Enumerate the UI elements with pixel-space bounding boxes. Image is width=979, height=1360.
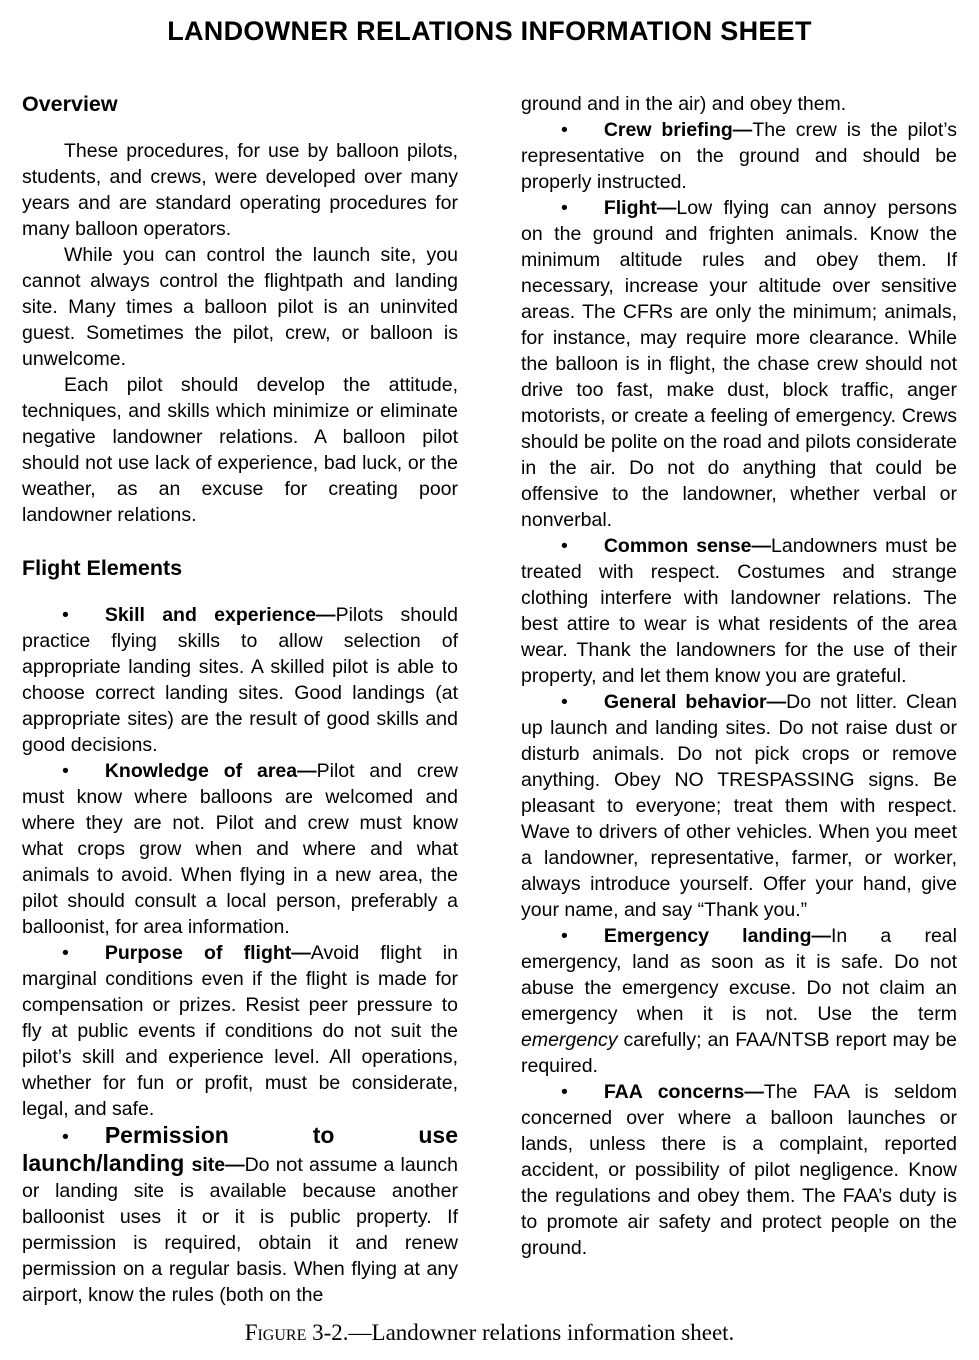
section-heading: Flight Elements [22, 556, 183, 580]
bullet-marker: • [561, 119, 568, 141]
bullet-term: Common sense— [603, 535, 772, 557]
bullet-item [521, 923, 957, 1079]
bullet-text: carefully; an FAA/NTSB report may be required. [521, 1029, 957, 1077]
bullet-item [521, 117, 957, 195]
bullet-term: Crew briefing— [603, 119, 753, 141]
section-heading: Overview [22, 92, 118, 116]
bullet-marker: • [561, 1081, 568, 1103]
bullet-marker: • [62, 604, 69, 626]
bullet-term: Emergency landing— [603, 925, 831, 947]
bullet-text: The FAA is seldom concerned over where a balloon launches or lands, unless there is a complaint, reported accident, or possibility of pilot negligence. Know the regulations and obey them. The FAA’s duty is to promote air safety and protect people on the ground. [521, 1081, 957, 1259]
bullet-item [521, 195, 957, 533]
bullet-text: Landowners must be treated with respect. Costumes and strange clothing interfere with landowner relations. The best attire to wear is what residents of the area wear. Thank the landowners for the use of their property, and let them know you are grateful. [521, 535, 957, 687]
right-column [521, 91, 957, 1308]
bullet-marker: • [561, 535, 568, 557]
bullet-text: Do not litter. Clean up launch and landing sites. Do not raise dust or disturb animals. Do not pick crops or remove anything. Obey NO TRESPASSING signs. Be pleasant to everyone; treat them with respect. Wave to drivers of other vehicles. When you meet a landowner, representative, farmer, or worker, always introduce yourself. Offer your hand, give your name, and say “Thank you.” [521, 691, 957, 921]
paragraph: These procedures, for use by balloon pilots, students, and crews, were developed over many years and are standard operating procedures for many balloon operators. [22, 140, 458, 240]
bullet-term: Skill and experience— [104, 604, 336, 626]
paragraph-continuation: ground and in the air) and obey them. [521, 93, 847, 115]
bullet-text: Low flying can annoy persons on the ground and frighten animals. Know the minimum altitude rules and obey them. If necessary, increase your altitude over sensitive areas. The CFRs are only the minimum; animals, for instance, may require more clearance. While the balloon is in flight, the chase crew should not drive too fast, make dust, block traffic, anger motorists, or create a feeling of emergency. Crews should be polite on the road and pilots considerate in the air. Do not do anything that could be offensive to the landowner, whether verbal or nonverbal. [521, 197, 957, 531]
bullet-text: Pilot and crew must know where balloons are welcomed and where they are not. Pilot and crew must know what crops grow when and where and what animals to avoid. When flying in a new area, the pilot should consult a local person, preferably a balloonist, for area information. [22, 760, 458, 938]
bullet-text: Pilots should practice flying skills to allow selection of appropriate landing sites. A skilled pilot is able to choose correct landing sites. Good landings (at appropriate sites) are the result of good skills and good decisions. [22, 604, 458, 756]
bullet-term: Purpose of flight— [104, 942, 311, 964]
bullet-text: Do not assume a launch or landing site is available because another balloonist uses it or it is public property. If permission is required, obtain it and renew permission on a regular basis. When flying at any airport, know the rules (both on the [22, 1154, 459, 1306]
bullet-term: General behavior— [603, 691, 787, 713]
bullet-term-large: Permission to use launch/landing [22, 1122, 458, 1176]
bullet-marker: • [561, 197, 568, 219]
bullet-marker: • [62, 1126, 69, 1148]
figure-caption-text: 3-2.—Landowner relations information sheet. [306, 1320, 735, 1345]
paragraph: While you can control the launch site, you cannot always control the flightpath and landing site. Many times a balloon pilot is an uninvited guest. Sometimes the pilot, crew, or balloon is unwelcome. [22, 244, 458, 370]
bullet-text: In a real emergency, land as soon as it is safe. Do not abuse the emergency excuse. Do not claim an emergency when it is not. Use the term [521, 925, 957, 1025]
bullet-term: site— [191, 1154, 245, 1176]
page-title: LANDOWNER RELATIONS INFORMATION SHEET [167, 16, 812, 46]
bullet-marker: • [62, 760, 69, 782]
left-column [22, 91, 458, 1308]
bullet-item [521, 533, 957, 689]
bullet-marker: • [561, 925, 568, 947]
bullet-text: emergency [521, 1029, 618, 1051]
bullet-marker: • [561, 691, 568, 713]
bullet-item [22, 940, 458, 1122]
bullet-item [521, 1079, 957, 1261]
bullet-item [22, 758, 458, 940]
bullet-term: Flight— [603, 197, 677, 219]
bullet-marker: • [62, 942, 69, 964]
paragraph: Each pilot should develop the attitude, techniques, and skills which minimize or eliminate negative landowner relations. A balloon pilot should not use lack of experience, bad luck, or the weather, as an excuse for creating poor landowner relations. [22, 374, 458, 526]
bullet-term: FAA concerns— [603, 1081, 764, 1103]
bullet-text: The crew is the pilot’s representative on the ground and should be properly instructed. [521, 119, 957, 193]
bullet-term: Knowledge of area— [104, 760, 317, 782]
bullet-item [22, 602, 458, 758]
figure-caption-label: Figure [244, 1320, 307, 1345]
bullet-item [521, 689, 957, 923]
two-column-layout [0, 91, 979, 1308]
bullet-item [22, 1122, 458, 1308]
bullet-text: Avoid flight in marginal conditions even if the flight is made for compensation or prizes. Resist peer pressure to fly at public events if conditions do not suit the pilot’s skill and experience level. All operations, whether for fun or profit, must be considerate, legal, and safe. [22, 942, 458, 1120]
figure-caption [0, 1320, 979, 1346]
